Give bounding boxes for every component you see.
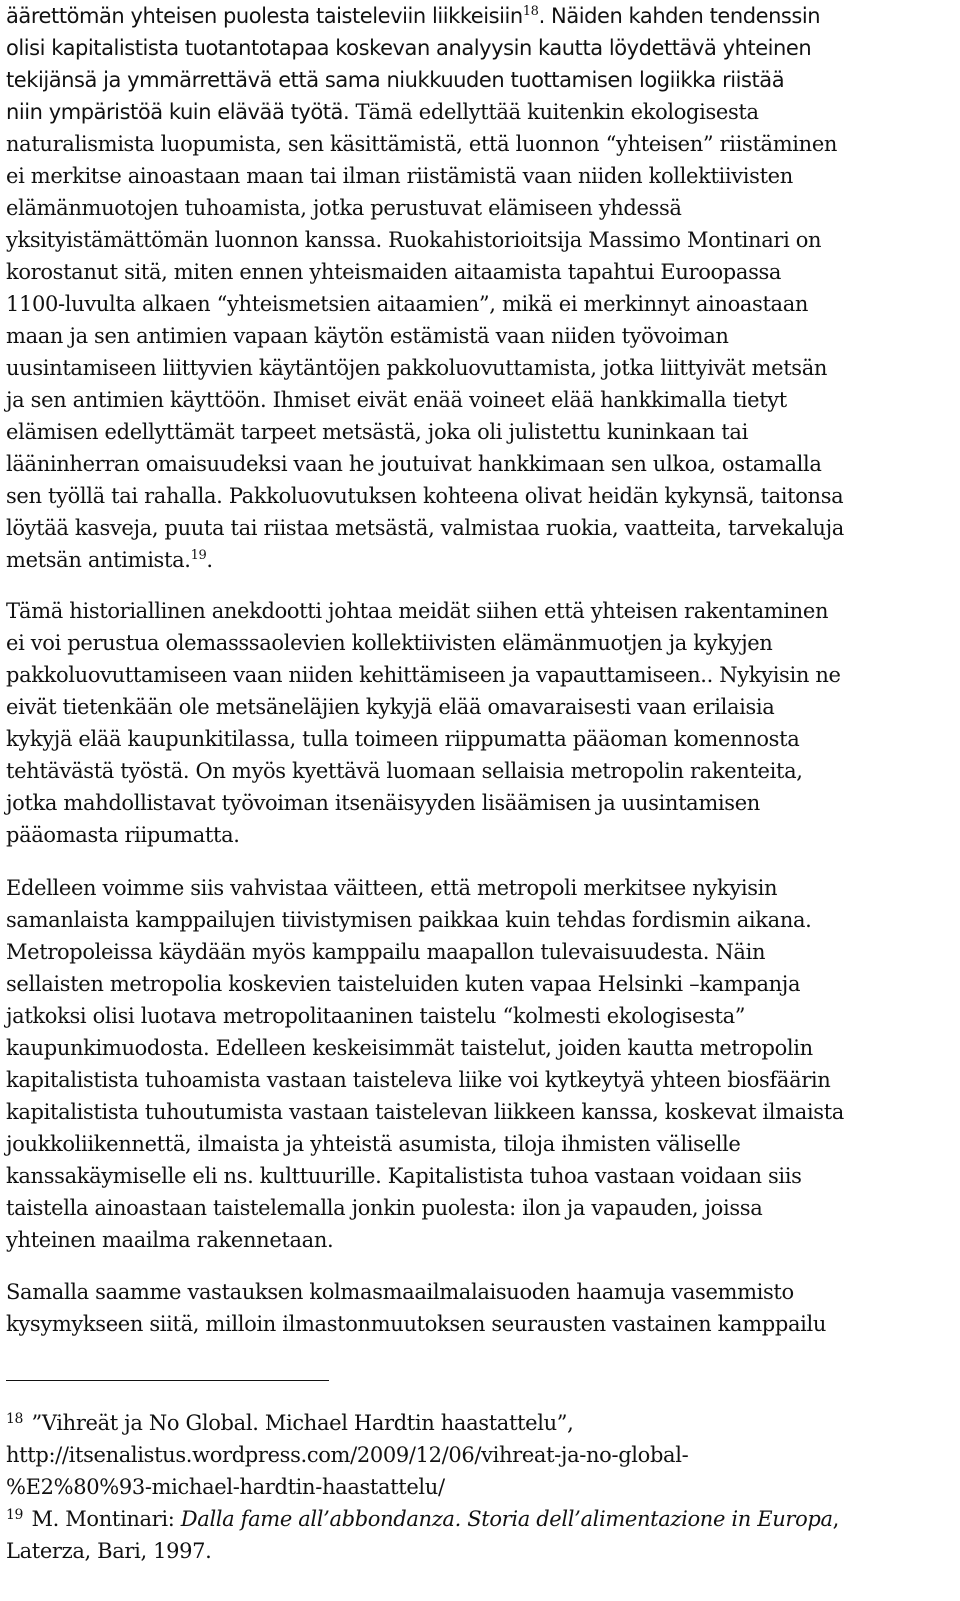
text-line: ei voi perustua olemasssaolevien kollektiivisten elämänmuotjen ja kykyjen [6,631,773,655]
text-line: pääomasta riipumatta. [6,823,240,847]
footnote-text: , [832,1507,839,1531]
text-line: Samalla saamme vastauksen kolmasmaailmalaisuoden haamuja vasemmisto [6,1280,794,1304]
paragraph-gap [6,1256,946,1276]
text-line: kapitalistista tuhoamista vastaan taisteleva liike voi kytkeytyä yhteen biosfäärin [6,1068,831,1092]
text-line: 1100-luvulta alkaen “yhteismetsien aitaamien”, mikä ei merkinnyt ainoastaan [6,292,809,316]
footnote-18 [6,1407,946,1439]
text-line: Tämä historiallinen anekdootti johtaa meidät siihen että yhteisen rakentaminen [6,599,829,623]
text-span: Ruokahistorioitsija Massimo Montinari on [381,228,822,252]
text-line: naturalismista luopumista, sen käsittämistä, että luonnon “yhteisen” riistäminen [6,132,838,156]
text-line: kapitalistista tuhoutumista vastaan taistelevan liikkeen kanssa, koskevat ilmaista [6,1100,844,1124]
text-span: Tämä edellyttää kuitenkin ekologisesta [349,100,759,124]
text-line: löytää kasveja, puuta tai riistaa metsästä, valmistaa ruokia, vaatteita, tarvekaluja [6,516,844,540]
footnotes [6,1407,946,1567]
text-span: . [206,548,213,572]
text-line: joukkoliikennettä, ilmaista ja yhteistä asumista, tiloja ihmisten väliselle [6,1132,741,1156]
text-span: äärettömän yhteisen puolesta taisteleviin liikkeisiin [6,4,523,28]
footnote-number: 19 [6,1507,24,1523]
text-line: eivät tietenkään ole metsäneläjien kykyjä elää omavaraisesti vaan erilaisia [6,695,775,719]
text-line: ja sen antimien käyttöön. Ihmiset eivät enää voineet elää hankkimalla tietyt [6,388,787,412]
footnote-text: ”Vihreät ja No Global. Michael Hardtin haastattelu”, [25,1411,574,1435]
text-line: jotka mahdollistavat työvoiman itsenäisyyden lisäämisen ja uusintamisen [6,791,760,815]
footnote-19-line2: Laterza, Bari, 1997. [6,1539,212,1563]
text-line: tehtävästä työstä. On myös kyettävä luomaan sellaisia metropolin rakenteita, [6,759,803,783]
text-line: sellaisten metropolia koskevien taisteluiden kuten vapaa Helsinki –kampanja [6,972,801,996]
footnote-url-line[interactable]: %E2%80%93-michael-hardtin-haastattelu/ [6,1475,445,1499]
text-line [6,96,946,128]
text-line: maan ja sen antimien vapaan käytön estämistä vaan niiden työvoiman [6,324,729,348]
text-line: sen työllä tai rahalla. Pakkoluovutuksen kohteena olivat heidän kykynsä, taitonsa [6,484,844,508]
text-line: ei merkitse ainoastaan maan tai ilman riistämistä vaan niiden kollektiivisten [6,164,793,188]
document-body [6,0,946,1340]
text-line [6,544,946,576]
paragraph-4 [6,1276,946,1340]
text-line [6,0,946,32]
text-line: kykyjä elää kaupunkitilassa, tulla toimeen riippumatta pääoman komennosta [6,727,800,751]
footnote-ref-18[interactable]: 18 [522,4,539,19]
text-line: taistella ainoastaan taistelemalla jonkin puolesta: ilon ja vapauden, joissa [6,1196,763,1220]
text-line: korostanut sitä, miten ennen yhteismaiden aitaamista tapahtui Euroopassa [6,260,782,284]
footnote-text: M. Montinari: [25,1507,181,1531]
text-line: kysymykseen siitä, milloin ilmastonmuutoksen seurausten vastainen kamppailu [6,1312,827,1336]
text-line: lääninherran omaisuudeksi vaan he joutuivat hankkimaan sen ulkoa, ostamalla [6,452,822,476]
paragraph-gap [6,576,946,595]
paragraph-2 [6,595,946,851]
text-line: pakkoluovuttamiseen vaan niiden kehittämiseen ja vapauttamiseen.. Nykyisin ne [6,663,841,687]
paragraph-3 [6,872,946,1256]
footnote-number: 18 [6,1411,24,1427]
footnote-book-title: Dalla fame all’abbondanza. Storia dell’alimentazione in Europa [180,1507,833,1531]
text-line: elämisen edellyttämät tarpeet metsästä, joka oli julistettu kuninkaan tai [6,420,748,444]
text-line: elämänmuotojen tuhoamista, jotka perustuvat elämiseen yhdessä [6,196,682,220]
footnote-separator [6,1380,329,1381]
text-line: samanlaista kamppailujen tiivistymisen paikkaa kuin tehdas fordismin aikana. [6,908,812,932]
text-span: . Näiden kahden tendenssin [538,4,821,28]
text-span: metsän antimista. [6,548,191,572]
text-line: yhteinen maailma rakennetaan. [6,1228,334,1252]
text-line: kaupunkimuodosta. Edelleen keskeisimmät taistelut, joiden kautta metropolin [6,1036,813,1060]
text-line: Edelleen voimme siis vahvistaa väitteen, että metropoli merkitsee nykyisin [6,876,778,900]
paragraph-1 [6,0,946,576]
text-line [6,224,946,256]
text-span: yksityistämättömän luonnon kanssa. [6,228,382,252]
text-line: kanssakäymiselle eli ns. kulttuurille. Kapitalistista tuhoa vastaan voidaan siis [6,1164,802,1188]
footnote-url-line[interactable]: http://itsenalistus.wordpress.com/2009/12/06/vihreat-ja-no-global- [6,1443,689,1467]
footnote-ref-19[interactable]: 19 [190,548,207,563]
text-line: jatkoksi olisi luotava metropolitaaninen taistelu “kolmesti ekologisesta” [6,1004,746,1028]
text-line: olisi kapitalistista tuotantotapaa koskevan analyysin kautta löydettävä yhteinen [6,36,812,60]
footnote-19 [6,1503,946,1535]
text-span: niin ympäristöä kuin elävää työtä. [6,100,350,124]
text-line: uusintamiseen liittyvien käytäntöjen pakkoluovuttamista, jotka liittyivät metsän [6,356,828,380]
text-line: Metropoleissa käydään myös kamppailu maapallon tulevaisuudesta. Näin [6,940,766,964]
text-line: tekijänsä ja ymmärrettävä että sama niukkuuden tuottamisen logiikka riistää [6,68,785,92]
paragraph-gap [6,851,946,872]
